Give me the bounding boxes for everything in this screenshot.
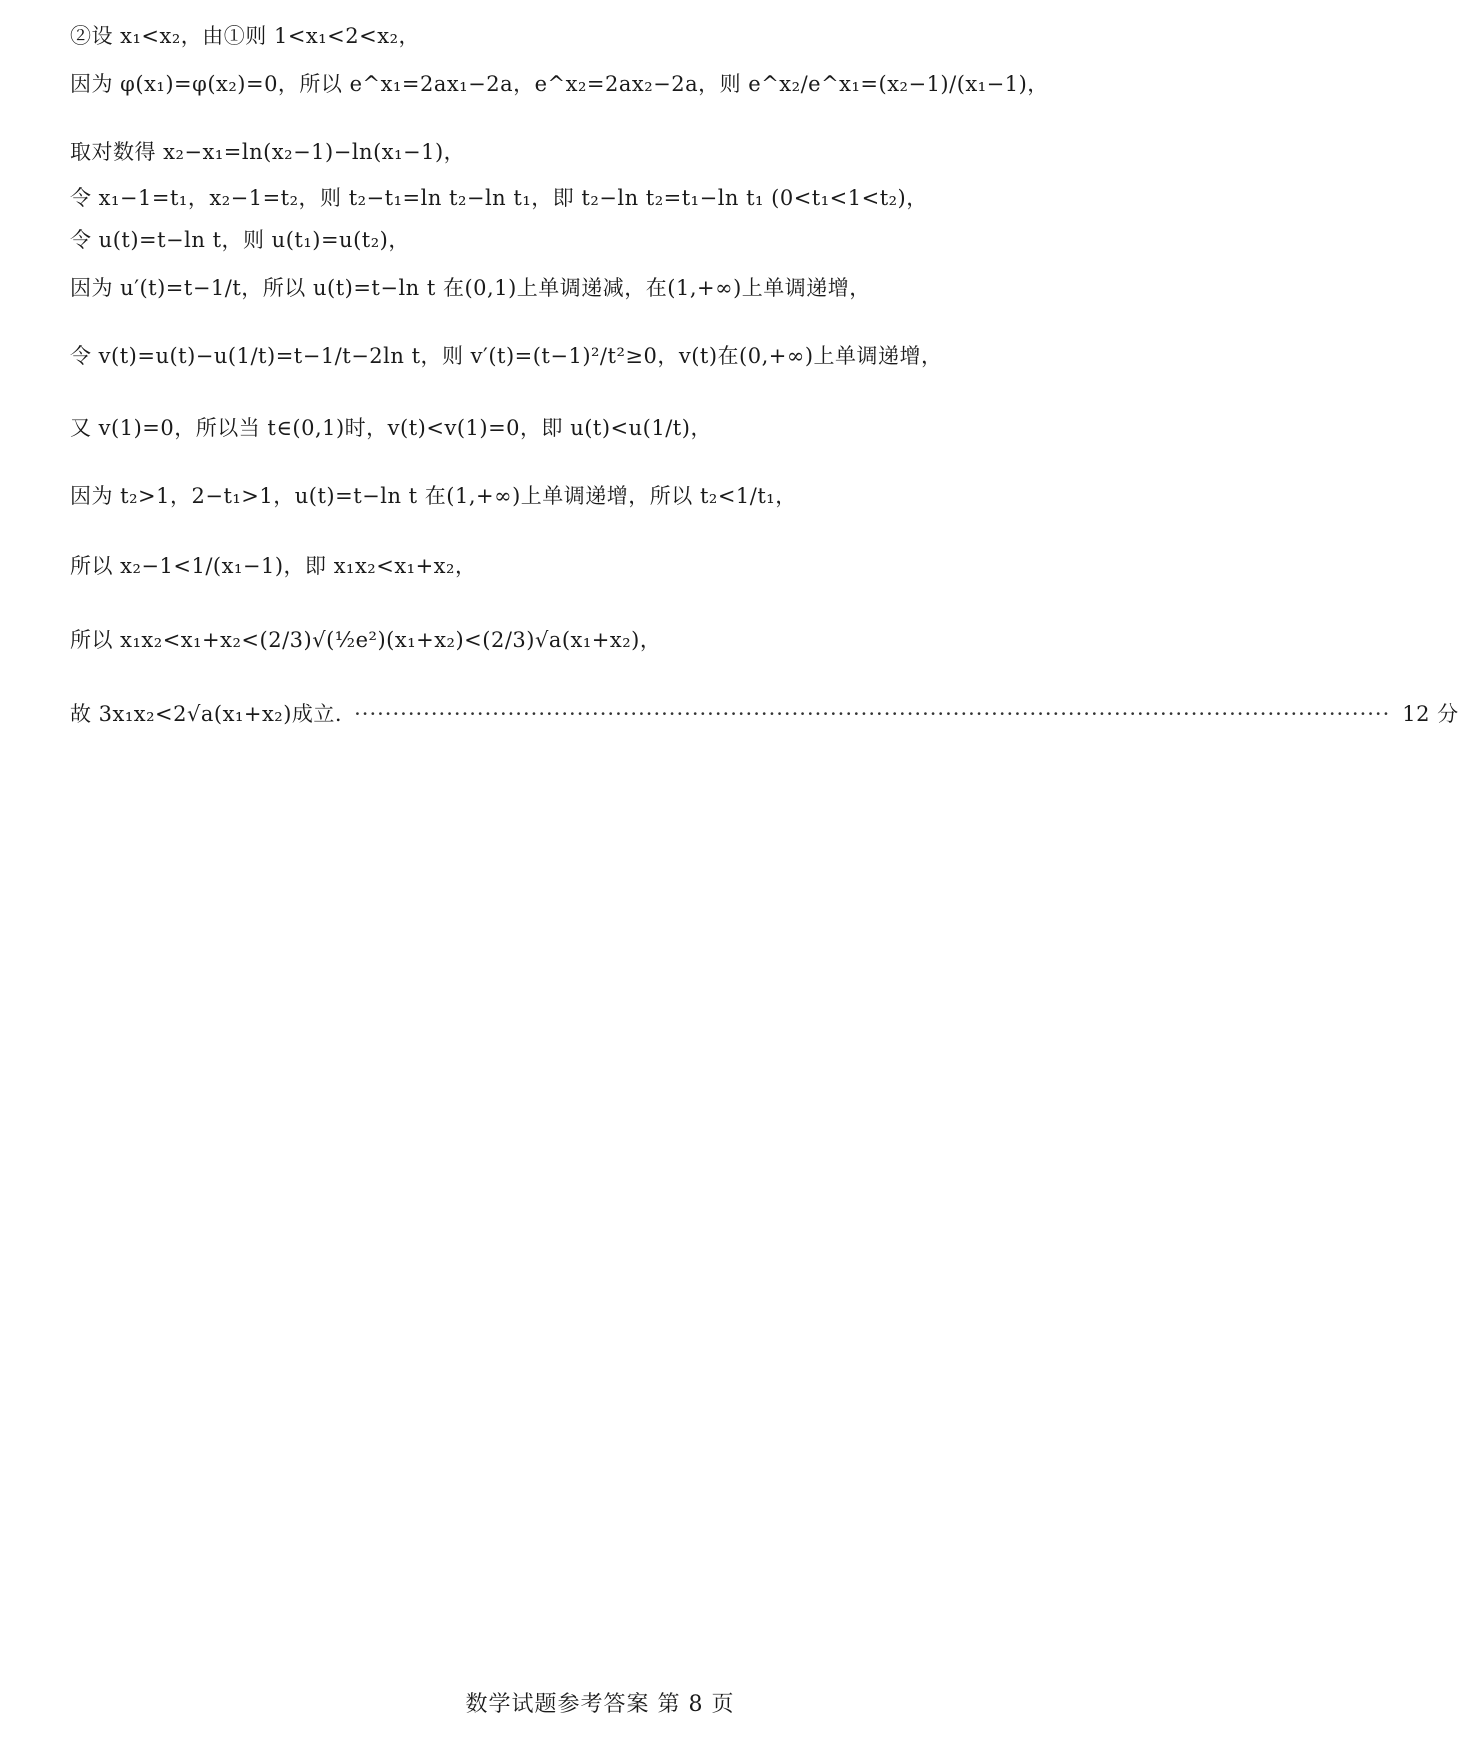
solution-line-2: 因为 φ(x₁)=φ(x₂)=0，所以 e^x₁=2ax₁−2a，e^x₂=2ax₂−2a，则 e^x₂/e^x₁=(x₂−1)/(x₁−1)， — [70, 72, 1049, 96]
solution-line-11: 所以 x₁x₂<x₁+x₂<(2/3)√(½e²)(x₁+x₂)<(2/3)√a(x₁+x₂)， — [70, 628, 662, 652]
dot-leader: ······································································································································· — [354, 702, 1391, 726]
solution-line-7: 令 v(t)=u(t)−u(1/t)=t−1/t−2ln t，则 v′(t)=(t−1)²/t²≥0，v(t)在(0,+∞)上单调递增， — [70, 344, 943, 368]
conclusion-line — [70, 702, 1459, 727]
score-label: 12 分 — [1402, 702, 1459, 726]
solution-line-9: 因为 t₂>1，2−t₁>1，u(t)=t−ln t 在(1,+∞)上单调递增，所以 t₂<1/t₁， — [70, 484, 797, 508]
solution-line-10: 所以 x₂−1<1/(x₁−1)，即 x₁x₂<x₁+x₂， — [70, 554, 477, 578]
solution-line-5: 令 u(t)=t−ln t，则 u(t₁)=u(t₂)， — [70, 228, 410, 252]
solution-line-1: ②设 x₁<x₂，由①则 1<x₁<2<x₂， — [70, 24, 421, 48]
solution-line-8: 又 v(1)=0，所以当 t∈(0,1)时，v(t)<v(1)=0，即 u(t)<u(1/t)， — [70, 416, 712, 440]
page-footer: 数学试题参考答案 第 8 页 — [465, 1692, 735, 1717]
solution-line-3: 取对数得 x₂−x₁=ln(x₂−1)−ln(x₁−1)， — [70, 140, 466, 164]
conclusion-text: 故 3x₁x₂<2√a(x₁+x₂)成立. — [70, 702, 343, 726]
solution-line-4: 令 x₁−1=t₁，x₂−1=t₂，则 t₂−t₁=ln t₂−ln t₁，即 t₂−ln t₂=t₁−ln t₁ (0<t₁<1<t₂)， — [70, 186, 928, 210]
solution-line-6: 因为 u′(t)=t−1/t，所以 u(t)=t−ln t 在(0,1)上单调递减，在(1,+∞)上单调递增， — [70, 276, 871, 300]
